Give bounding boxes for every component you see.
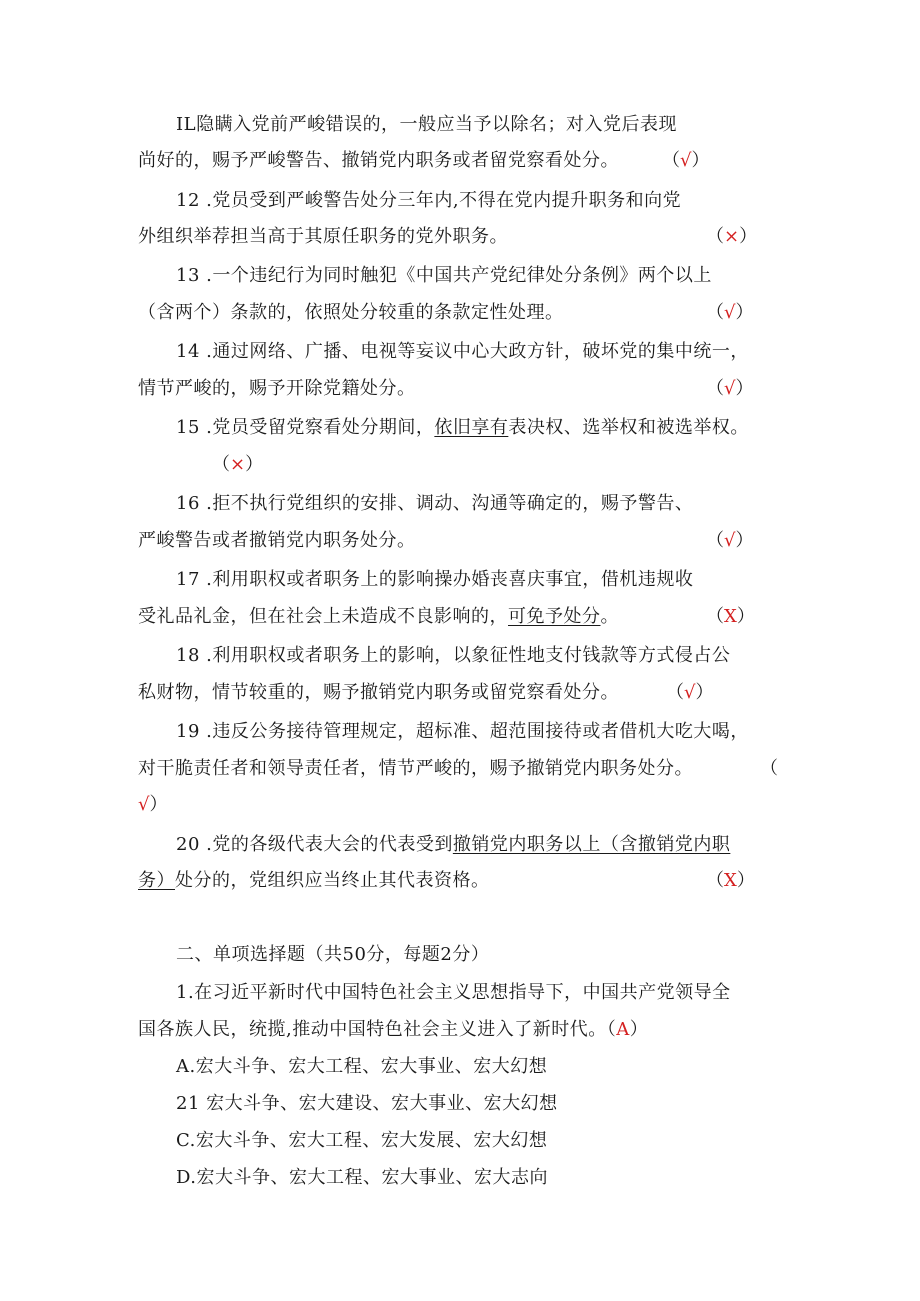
- q15-text-a: 15 .党员受留党察看处分期间，: [176, 417, 435, 438]
- q12-answer: （×）: [706, 226, 758, 247]
- q11-line1: IL隐瞒入党前严峻错误的，一般应当予以除名；对入党后表现: [176, 114, 678, 135]
- q16-answer-mark: √: [724, 530, 736, 551]
- q19-answer-close: √）: [138, 794, 168, 815]
- s2-q1-line1: 1.在习近平新时代中国特色社会主义思想指导下，中国共产党领导全: [176, 982, 731, 1003]
- q11-answer: （√）: [662, 150, 710, 171]
- q15-line1: [176, 417, 749, 439]
- q16-line2: 严峻警告或者撤销党内职务处分。: [138, 530, 416, 551]
- q14-answer: （√）: [706, 378, 754, 399]
- s2-q1-text: 国各族人民，统揽,推动中国特色社会主义进入了新时代。: [138, 1019, 607, 1040]
- q19-line1: 19 .违反公务接待管理规定，超标准、超范围接待或者借机大吃大喝，: [176, 721, 749, 742]
- q12-line2: 外组织举荐担当高于其原任职务的党外职务。: [138, 226, 508, 247]
- s2-q1-option-a: A.宏大斗争、宏大工程、宏大事业、宏大幻想: [176, 1056, 548, 1077]
- section2-title: 二、单项选择题（共50分，每题2分）: [176, 944, 490, 965]
- q17-answer-mark: X: [724, 606, 737, 627]
- q14-answer-mark: √: [724, 378, 736, 399]
- q16-line1: 16 .拒不执行党组织的安排、调动、沟通等确定的，赐予警告、: [176, 493, 694, 514]
- q13-line1: 13 .一个违纪行为同时触犯《中国共产党纪律处分条例》两个以上: [176, 265, 712, 286]
- q11-line2: 尚好的，赐予严峻警告、撤销党内职务或者留党察看处分。: [138, 150, 619, 171]
- s2-q1-line2: 国各族人民，统揽,推动中国特色社会主义进入了新时代。（A）: [138, 1019, 649, 1040]
- s2-q1-option-d: D.宏大斗争、宏大工程、宏大事业、宏大志向: [176, 1167, 549, 1188]
- q14-line2: 情节严峻的，赐予开除党籍处分。: [138, 378, 416, 399]
- q19-answer-open: （: [760, 758, 778, 779]
- q17-line1: 17 .利用职权或者职务上的影响操办婚丧喜庆事宜，借机违规收: [176, 569, 694, 590]
- q13-answer: （√）: [706, 302, 754, 323]
- q17-text-a: 受礼品礼金，但在社会上未造成不良影响的，: [138, 606, 508, 627]
- q11-answer-mark: √: [680, 150, 692, 171]
- q15-text-b: 表决权、选举权和被选举权。: [508, 417, 749, 438]
- q15-answer-mark: ×: [230, 454, 246, 475]
- q20-answer: （X）: [706, 870, 755, 891]
- q18-line2: 私财物，情节较重的，赐予撤销党内职务或留党察看处分。: [138, 682, 619, 703]
- q15-underlined: 依旧享有: [434, 417, 509, 438]
- q19-answer-mark: √: [138, 794, 150, 815]
- q19-line2: 对干脆责任者和领导责任者，情节严峻的，赐予撤销党内职务处分。: [138, 758, 693, 779]
- q17-underlined: 可免予处分: [508, 606, 601, 627]
- q20-line2: [138, 870, 490, 892]
- s2-q1-option-b: 21 宏大斗争、宏大建设、宏大事业、宏大幻想: [176, 1093, 558, 1114]
- q12-answer-mark: ×: [724, 226, 740, 247]
- q20-text-a: 20 .党的各级代表大会的代表受到: [176, 834, 453, 855]
- q13-line2: （含两个）条款的，依照处分较重的条款定性处理。: [138, 302, 564, 323]
- q20-text-b: 处分的，党组织应当终止其代表资格。: [175, 870, 490, 891]
- q17-answer: （X）: [706, 606, 755, 627]
- q13-answer-mark: √: [724, 302, 736, 323]
- q20-underlined-a: 撤销党内职务以上（含撤销党内职: [452, 834, 731, 855]
- s2-q1-option-c: C.宏大斗争、宏大工程、宏大发展、宏大幻想: [176, 1130, 548, 1151]
- q15-answer: （×）: [212, 454, 264, 475]
- q17-line2: [138, 606, 619, 628]
- q12-line1: 12 .党员受到严峻警告处分三年内,不得在党内提升职务和向党: [176, 190, 682, 211]
- q20-underlined-b: 务）: [138, 870, 175, 891]
- q20-answer-mark: X: [724, 870, 737, 891]
- q17-text-b: 。: [600, 606, 619, 627]
- q14-line1: 14 .通过网络、广播、电视等妄议中心大政方针，破坏党的集中统一，: [176, 341, 749, 362]
- q18-answer: （√）: [666, 682, 714, 703]
- q16-answer: （√）: [706, 530, 754, 551]
- q20-line1: [176, 834, 730, 856]
- q18-answer-mark: √: [684, 682, 696, 703]
- q18-line1: 18 .利用职权或者职务上的影响，以象征性地支付钱款等方式侵占公: [176, 645, 731, 666]
- s2-q1-answer: A: [616, 1019, 630, 1040]
